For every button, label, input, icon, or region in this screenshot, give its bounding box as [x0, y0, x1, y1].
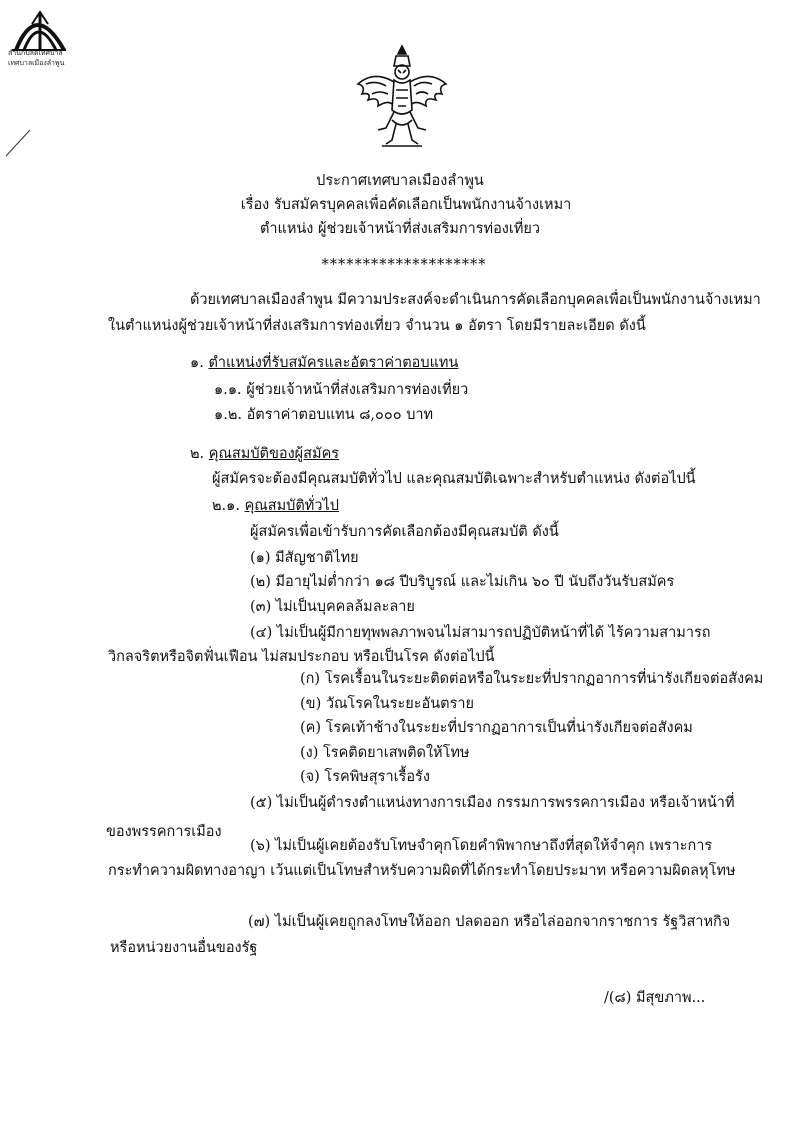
section1-item2: ๑.๒. อัตราค่าตอบแทน ๘,๐๐๐ บาท — [214, 407, 434, 423]
page-continuation: /(๘) มีสุขภาพ... — [604, 990, 706, 1006]
section1-heading — [190, 354, 458, 372]
title-subject: เรื่อง รับสมัครบุคคลเพื่อคัดเลือกเป็นพนักงานจ้างเหมา — [240, 197, 572, 213]
org-caption-line2: เทศบาลเมืองลำพูน — [8, 59, 65, 67]
title-announcement: ประกาศเทศบาลเมืองลำพูน — [316, 173, 484, 189]
section2-number: ๒. — [190, 446, 205, 462]
qualification-6-line1: (๖) ไม่เป็นผู้เคยต้องรับโทษจำคุกโดยคำพิพากษาถึงที่สุดให้จำคุก เพราะการ — [250, 838, 713, 854]
section2-1-heading — [212, 497, 339, 515]
qualification-7-line2: หรือหน่วยงานอื่นของรัฐ — [110, 940, 258, 956]
qualification-2: (๒) มีอายุไม่ต่ำกว่า ๑๘ ปีบริบูรณ์ และไม่เกิน ๖๐ ปี นับถึงวันรับสมัคร — [250, 574, 675, 590]
pen-mark — [4, 128, 34, 158]
disease-c: (ค) โรคเท้าช้างในระยะที่ปรากฏอาการเป็นที่น่ารังเกียจต่อสังคม — [300, 720, 693, 736]
org-caption-line1: สำนักปลัดเทศบาล — [8, 49, 63, 57]
qualification-5-line2: ของพรรคการเมือง — [106, 824, 222, 840]
section1-item1: ๑.๑. ผู้ช่วยเจ้าหน้าที่ส่งเสริมการท่องเที่ยว — [214, 382, 469, 398]
section2-intro: ผู้สมัครจะต้องมีคุณสมบัติทั่วไป และคุณสมบัติเฉพาะสำหรับตำแหน่ง ดังต่อไปนี้ — [212, 471, 696, 487]
qualification-7-line1: (๗) ไม่เป็นผู้เคยถูกลงโทษให้ออก ปลดออก หรือไล่ออกจากราชการ รัฐวิสาหกิจ — [248, 914, 731, 930]
disease-b: (ข) วัณโรคในระยะอันตราย — [300, 696, 475, 712]
qualification-3: (๓) ไม่เป็นบุคคลล้มละลาย — [250, 599, 415, 615]
qualification-5-line1: (๕) ไม่เป็นผู้ดำรงตำแหน่งทางการเมือง กรรมการพรรคการเมือง หรือเจ้าหน้าที่ — [250, 795, 735, 811]
section2-heading — [190, 445, 339, 463]
intro-line-1: ด้วยเทศบาลเมืองลำพูน มีความประสงค์จะดำเนินการคัดเลือกบุคคลเพื่อเป็นพนักงานจ้างเหมา — [190, 292, 761, 308]
qualification-6-line2: กระทำความผิดทางอาญา เว้นแต่เป็นโทษสำหรับความผิดที่ได้กระทำโดยประมาท หรือความผิดลหุโทษ — [108, 863, 736, 879]
section2-1-title: คุณสมบัติทั่วไป — [244, 498, 339, 514]
section1-title: ตำแหน่งที่รับสมัครและอัตราค่าตอบแทน — [208, 355, 459, 371]
section1-number: ๑. — [190, 355, 204, 371]
section2-title: คุณสมบัติของผู้สมัคร — [208, 446, 340, 462]
garuda-emblem-icon — [352, 40, 452, 160]
title-position: ตำแหน่ง ผู้ช่วยเจ้าหน้าที่ส่งเสริมการท่องเที่ยว — [259, 221, 541, 237]
divider-stars: ******************** — [321, 257, 487, 273]
section2-1-number: ๒.๑. — [212, 498, 240, 514]
qualification-4-line1: (๔) ไม่เป็นผู้มีกายทุพพลภาพจนไม่สามารถปฏิบัติหน้าที่ได้ ไร้ความสามารถ — [250, 625, 711, 641]
qualification-4-line2: วิกลจริตหรือจิตฟั่นเฟือน ไม่สมประกอบ หรือเป็นโรค ดังต่อไปนี้ — [108, 649, 495, 665]
disease-d: (ง) โรคติดยาเสพติดให้โทษ — [300, 745, 470, 761]
intro-line-2: ในตำแหน่งผู้ช่วยเจ้าหน้าที่ส่งเสริมการท่องเที่ยว จำนวน ๑ อัตรา โดยมีรายละเอียด ดังนี้ — [108, 318, 646, 334]
disease-a: (ก) โรคเรื้อนในระยะติดต่อหรือในระยะที่ปรากฏอาการที่น่ารังเกียจต่อสังคม — [300, 671, 764, 687]
section2-1-intro: ผู้สมัครเพื่อเข้ารับการคัดเลือกต้องมีคุณสมบัติ ดังนี้ — [250, 524, 559, 540]
disease-e: (จ) โรคพิษสุราเรื้อรัง — [300, 769, 430, 785]
org-caption — [8, 48, 64, 68]
qualification-1: (๑) มีสัญชาติไทย — [250, 550, 359, 566]
